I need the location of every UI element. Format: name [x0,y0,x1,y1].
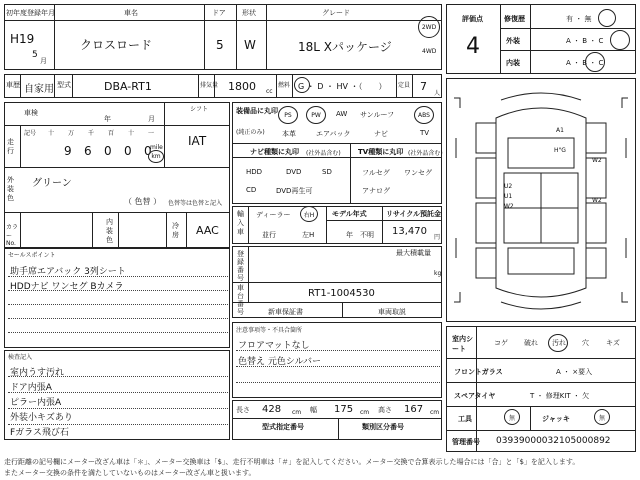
cabin-dirty-circle [548,334,568,352]
class-number-label: 類別区分番号 [362,423,404,431]
jack-none-circle: 無 [594,409,610,425]
exterior-options: A ・ B ・ C [566,37,604,45]
length-unit: cm [292,409,302,416]
grade-value: 18L Xパッケージ [298,40,392,54]
nav-hdd: HDD [246,168,263,176]
damage-mark-w2-rear: W2 [592,197,602,204]
inspector-line-5: Fガラス飛び石 [10,428,69,438]
door-label: ドア [212,9,226,17]
equipment-label-sub: (純正のみ) [236,129,265,136]
inspection-label: 車検 [24,109,38,117]
mgmt-value: 0393900003210500​0892 [496,436,611,446]
equipment-item: サンルーフ [360,111,395,119]
tools-label: 工具 [458,415,472,423]
mileage-unit-label: 十 [48,130,55,137]
sales-point-2: HDDナビ ワンセグ Bカメラ [10,282,124,292]
tv-label-sub: (社外品含む) [408,150,443,157]
cabin-option: 破れ [524,339,538,347]
equipment-item: ABS [414,106,434,124]
mileage-label: 走行 [7,138,14,155]
mileage-unit-label: 万 [68,130,75,137]
damage-mark-w2-left: W2 [504,203,514,210]
model-year-value: 年 不明 [346,231,374,239]
grade-label: グレード [322,9,350,17]
door-value: 5 [216,38,224,52]
car-name-value: クロスロード [80,38,153,52]
nav-dvd-play: DVD再生可 [276,187,313,195]
notes-label: 注意事項等・不具合箇所 [236,327,303,334]
color-label: 外装色 [7,176,14,202]
tools-none-circle: 無 [504,409,520,425]
inspector-line-4: 外装小キズあり [10,413,73,423]
score-label: 評価点 [462,15,483,23]
score-value: 4 [466,34,480,59]
chassis-label: 車台番号 [237,284,244,316]
mileage-unit-label: 一 [148,130,155,137]
color-code: （ 色替 ） [124,197,162,206]
import-left-handle: 左H [302,231,315,239]
displacement-label: 排気量 [200,82,219,89]
color-value: グリーン [32,178,72,189]
interior-options: A ・ B ・ C [566,59,604,67]
damage-mark-a1: A1 [556,127,564,134]
mileage-digit: 6 [84,144,92,158]
nav-label-sub: (社外品含む) [306,150,341,157]
import-right-handle-circle: 右H [300,206,318,222]
import-parallel: 並行 [262,231,276,239]
front-glass-options: A ・ ×要入 [556,368,593,376]
height-label: 高さ [378,406,392,414]
equipment-item: TV [420,129,430,137]
front-glass-label: フロントガラス [454,368,503,376]
import-dealer: ディーラー [256,211,291,219]
mileage-digit: 0 [124,144,132,158]
length-value: 428 [262,404,282,415]
displacement-value: 1800 [228,80,256,93]
tv-analog: アナログ [362,187,390,195]
mileage-unit-label: 百 [108,130,115,137]
sales-points-label: セールスポイント [8,252,56,259]
mileage-unit-label: 記号 [24,130,37,137]
repair-options: 有 ・ 無 [566,15,592,23]
length-label: 長さ [236,406,250,414]
first-reg-month-unit: 月 [40,57,47,65]
width-unit: cm [360,409,370,416]
width-label: 幅 [310,406,317,414]
inspector-line-3: ピラー内張A [10,398,62,408]
jack-label: ジャッキ [542,415,570,423]
tv-label: TV種類に丸印 [358,148,404,156]
inspection-month: 月 [148,115,155,123]
capacity-label: 定員 [398,82,411,89]
height-unit: cm [430,409,440,416]
note-1: フロアマットなし [238,341,310,351]
mileage-digit: 9 [64,144,72,158]
height-value: 167 [404,404,424,415]
footer-line-2: またメーター交換の条件を満たしていないものはメーター改ざん車と扱います。 [4,469,256,477]
width-value: 175 [334,404,354,415]
recycle-value: 13,470 [392,226,427,237]
color-no-label: カラーNo. [6,224,19,247]
new-car-warranty: 新車保証書 [268,308,303,316]
recycle-unit: 円 [434,234,441,241]
reg-no-label: 登録番号 [237,250,244,282]
fuel-label: 燃料 [278,82,291,89]
spare-tire-label: スペアタイヤ [454,392,496,400]
shape-label: 形状 [242,9,256,17]
capacity-value: 7 [420,80,427,93]
mileage-unit-label: 千 [88,130,95,137]
cabin-option: 穴 [582,339,589,347]
cabin-option: 汚れ [552,339,566,347]
inspection-year: 年 [104,115,111,123]
damage-mark-hg: H"G [554,147,566,154]
mileage-km-circle: km [148,150,164,163]
model-year-label: モデル年式 [332,210,367,218]
equipment-item: PS [278,106,298,124]
drive-2wd-circle: 2WD [418,16,440,38]
equipment-item: エアバック [316,130,351,138]
exterior-label: 外装 [506,37,520,45]
note-2: 色替え 元色シルバー [238,357,322,367]
first-reg-label: 初年度登録年月 [6,9,55,17]
recycle-label: リサイクル預託金 [386,210,442,218]
inspector-label: 検査記入 [8,354,33,361]
nav-dvd: DVD [286,168,302,176]
nav-sd: SD [322,168,332,176]
equipment-item: 本革 [282,130,296,138]
shift-label: シフト [190,106,209,113]
ac-value: AAC [196,224,219,237]
first-reg-year: H19 [10,32,35,46]
mileage-digit: 0 [144,144,152,158]
load-label: 最大積載量 [396,249,431,257]
spare-tire-options: T ・ 修理KIT ・ 欠 [530,392,590,400]
ac-label: 冷房 [172,222,179,239]
repair-none-circle [598,9,616,27]
category-value: 自家用 [24,84,54,95]
model-value: DBA-RT1 [104,80,152,93]
color-note: 色替等は色替と記入 [168,200,223,207]
type-designation-label: 型式指定番号 [262,423,304,431]
chassis-value: RT1-1004530 [308,288,375,299]
tv-oneseg: ワンセグ [404,169,432,177]
shift-value: IAT [188,134,207,148]
mgmt-label: 管理番号 [452,438,480,446]
load-unit: kg [434,270,442,277]
mileage-unit-label: 十 [128,130,135,137]
first-reg-month: 5 [32,50,38,60]
vehicle-manual: 車両取説 [378,308,406,316]
nav-cd: CD [246,186,257,194]
nav-label: ナビ種類に丸印 [250,148,299,156]
mileage-unit-alt: mile [150,144,163,151]
sales-point-1: 助手席エアバック 3列シート [10,267,126,277]
equipment-item: AW [336,110,348,118]
car-name-label: 車名 [124,9,138,17]
equipment-label: 装備品に丸印 [236,107,278,115]
shape-value: W [244,38,256,52]
model-label: 型式 [57,81,71,89]
import-label: 輸入車 [237,210,244,236]
equipment-item: PW [306,106,326,124]
capacity-unit: 人 [434,90,441,97]
mileage-digit: 0 [104,144,112,158]
cabin-option: コゲ [494,339,508,347]
damage-mark-u2: U2 [504,183,513,190]
fuel-options: G ・ D ・ HV ・（ ） [298,82,387,91]
interior-label: 内装色 [106,218,113,244]
damage-mark-u1: U1 [504,193,513,200]
drive-4wd: 4WD [422,48,437,55]
displacement-unit: cc [266,88,273,95]
car-diagram [446,78,636,322]
repair-label: 修復歴 [504,15,525,23]
interior-score-label: 内装 [506,59,520,67]
cabin-option: キズ [606,339,620,347]
exterior-c-circle [610,30,630,50]
inspector-line-2: ドア内張A [10,383,52,393]
cabin-seat-label: 室内シート [452,335,473,353]
category-label: 車歴 [6,81,20,89]
inspector-line-1: 室内うす汚れ [10,368,65,378]
tv-fullseg: フルセグ [362,169,390,177]
interior-b-circle [585,52,605,72]
damage-mark-w2-right: W2 [592,157,602,164]
equipment-item: ナビ [374,130,388,138]
footer-line-1: 走行距離の記号欄にメーター改ざん車は「＊」、メーター交換車は「$」、走行不明車は「＃」を記入してください。メーター交換で合算表示した場合には「合」と「$」を記入します。 [4,458,580,466]
sales-points-block [4,248,230,348]
